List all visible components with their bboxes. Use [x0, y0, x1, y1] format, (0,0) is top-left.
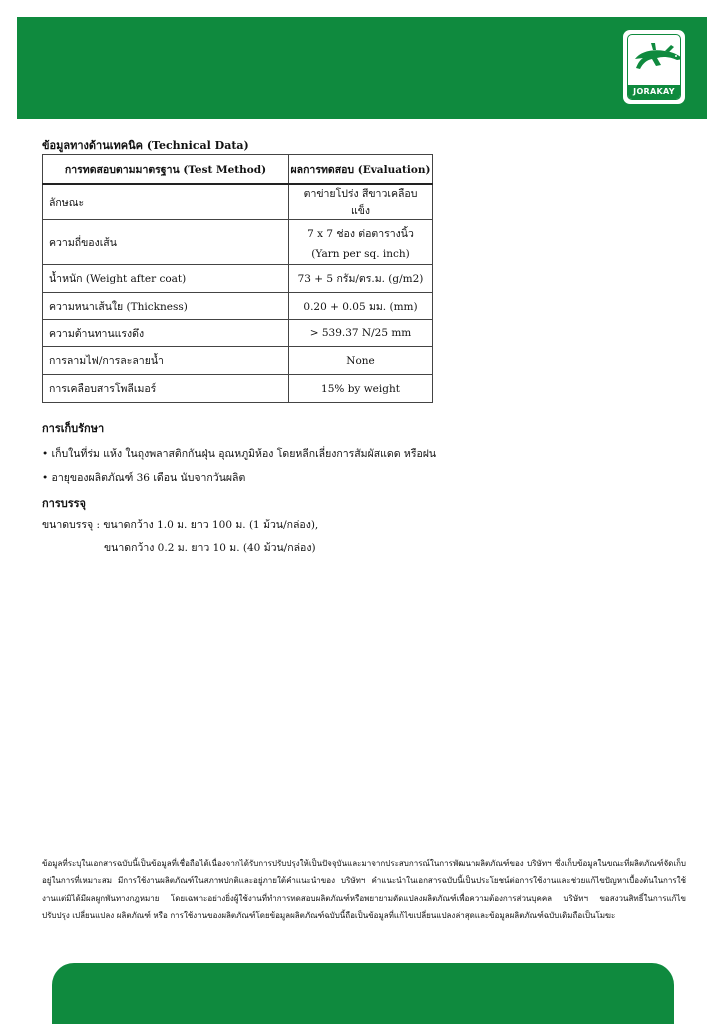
value-cell: 15% by weight [289, 375, 433, 403]
packaging-title: การบรรจุ [42, 497, 86, 510]
value-cell: 73 + 5 กรัม/ตร.ม. (g/m2) [289, 265, 433, 293]
storage-item: • อายุของผลิตภัณฑ์ 36 เดือน นับจากวันผลิต [42, 472, 246, 484]
crocodile-icon [631, 39, 681, 79]
table-row [43, 184, 433, 220]
header-evaluation: ผลการทดสอบ (Evaluation) [289, 155, 433, 185]
value-line-unit: (Yarn per sq. inch) [311, 247, 410, 260]
logo-text: JORAKAY [628, 85, 680, 99]
property-cell: การลามไฟ/การละลายน้ำ [43, 347, 289, 375]
disclaimer-text: ข้อมูลที่ระบุในเอกสารฉบับนี้เป็นข้อมูลที่เชื่อถือได้เนื่องจากได้รับการปรับปรุงให้เป็นปัจจุบันและมาจากประสบการณ์ในการพัฒนาผลิตภัณฑ์ของ บริษัทฯ ซึ่งเก็บข้อมูลในขณะที่ผลิตภัณฑ์จัดเก็บอยู่ในการที่เหมาะสม มีการใช้งานผลิตภัณฑ์ในสภาพปกติและอยู่ภายใต้คำแนะนำของ บริษัทฯ คำแนะนำในเอกสารฉบับนี้เป็นประโยชน์ต่อการใช้งานและช่วยแก้ไขปัญหาเบื้องต้นในการใช้งานแต่มิได้มีผลผูกพันทางกฎหมาย โดยเฉพาะอย่างยิ่งผู้ใช้งานที่ทำการทดสอบผลิตภัณฑ์หรือพยายามดัดแปลงผลิตภัณฑ์เพื่อความต้องการส่วนบุคคล บริษัทฯ ขอสงวนสิทธิ์ในการแก้ไขปรับปรุง เปลี่ยนแปลง ผลิตภัณฑ์ หรือ การใช้งานของผลิตภัณฑ์โดยข้อมูลผลิตภัณฑ์ฉบับนี้ถือเป็นข้อมูลที่แก้ไขเปลี่ยนแปลงล่าสุดและข้อมูลผลิตภัณฑ์ฉบับเดิมถือเป็นโมฆะ [42, 859, 686, 920]
value-cell: ตาข่ายโปร่ง สีขาวเคลือบแข็ง [289, 184, 433, 220]
header-test-method: การทดสอบตามมาตรฐาน (Test Method) [43, 155, 289, 185]
value-line: 7 x 7 ช่อง ต่อตารางนิ้ว [307, 227, 414, 240]
storage-title: การเก็บรักษา [42, 422, 105, 435]
table-row [43, 347, 433, 375]
packaging-line: ขนาดบรรจุ : ขนาดกว้าง 1.0 ม. ยาว 100 ม. (1 ม้วน/กล่อง), [42, 519, 319, 531]
property-cell: ลักษณะ [43, 184, 289, 220]
table-row [43, 220, 433, 265]
technical-data-title: ข้อมูลทางด้านเทคนิค (Technical Data) [42, 139, 249, 152]
value-cell: None [289, 347, 433, 375]
footer-band [52, 963, 674, 1024]
packaging-line: ขนาดกว้าง 0.2 ม. ยาว 10 ม. (40 ม้วน/กล่อง) [104, 542, 316, 554]
table-row [43, 265, 433, 293]
property-cell: ความหนาเส้นใย (Thickness) [43, 293, 289, 320]
value-cell: > 539.37 N/25 mm [289, 320, 433, 347]
technical-data-table [42, 154, 433, 403]
table-row [43, 293, 433, 320]
property-cell: ความต้านทานแรงดึง [43, 320, 289, 347]
property-cell: การเคลือบสารโพลีเมอร์ [43, 375, 289, 403]
table-row [43, 375, 433, 403]
header-band [17, 17, 707, 119]
jorakay-logo [623, 30, 685, 104]
value-cell: 0.20 + 0.05 มม. (mm) [289, 293, 433, 320]
table-header-row [43, 155, 433, 185]
value-cell [289, 220, 433, 265]
property-cell: น้ำหนัก (Weight after coat) [43, 265, 289, 293]
table-row [43, 320, 433, 347]
storage-item: • เก็บในที่ร่ม แห้ง ในถุงพลาสติกกันฝุ่น อุณหภูมิห้อง โดยหลีกเลี่ยงการสัมผัสแดด หรือฝน [42, 448, 437, 460]
property-cell: ความถี่ของเส้น [43, 220, 289, 265]
